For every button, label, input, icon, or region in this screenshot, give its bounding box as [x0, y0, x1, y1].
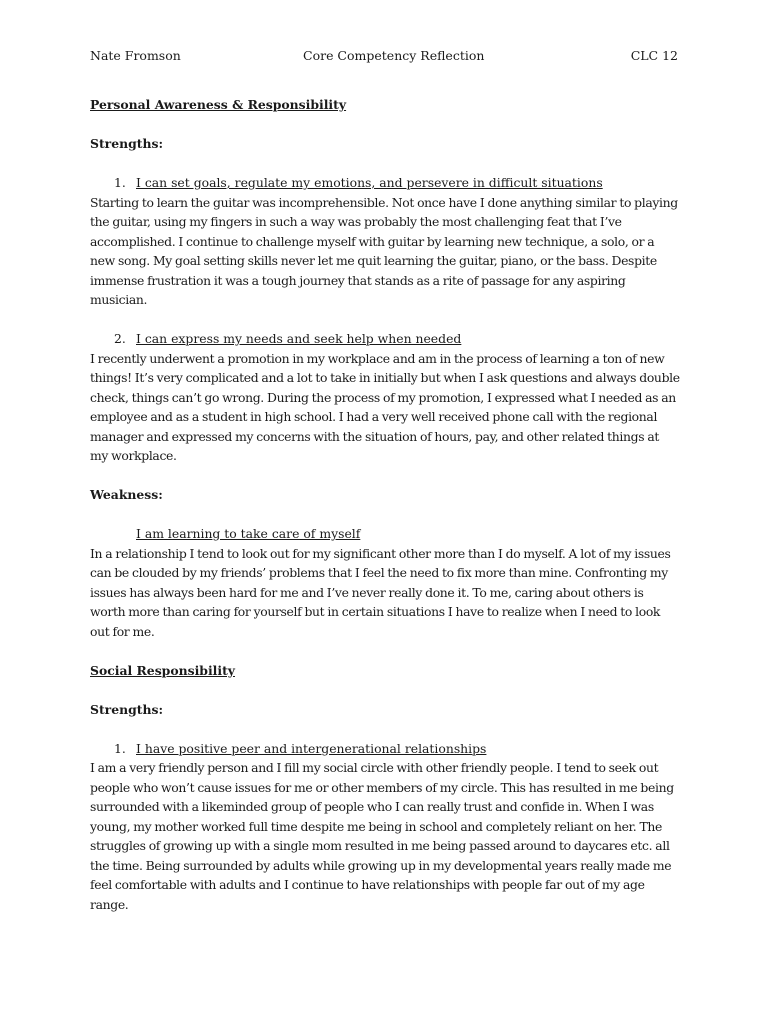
social-strength-item-1-body: I am a very friendly person and I fill my social circle with other friendly people. I tend to seek out people who won’t cause issues for me or other members of my circle. This has resulted in me being surrounded with a likeminded group of people who I can really trust and confide in. When I was young, my mother worked full time despite me being in school and completely reliant on her. The struggles of growing up with a single mom resulted in me being passed around to daycares etc. all the time. Being surrounded by adults while growing up in my developmental years really made me feel comfortable with adults and I continue to have relationships with people far out of my age range. — [90, 760, 674, 912]
weakness-item-body: In a relationship I tend to look out for my significant other more than I do myself. A lot of my issues can be clouded by my friends’ problems that I feel the need to fix more than mine. Confronting my issues has always been hard for me and I’ve never really done it. To me, caring about others is worth more than caring for yourself but in certain situations I have to realize when I need to look out for me. — [90, 545, 671, 639]
list-item-label: I have positive peer and intergenerational relationships — [136, 740, 487, 756]
list-item-label: I can express my needs and seek help when needed — [136, 331, 462, 346]
page-header — [90, 48, 678, 66]
strengths-heading: Strengths: — [90, 701, 164, 717]
section-title-personal-awareness: Personal Awareness & Responsibility — [90, 97, 347, 112]
strengths-heading: Strengths: — [90, 136, 164, 151]
list-item-label: I am learning to take care of myself — [136, 526, 361, 541]
list-number: 2. — [114, 331, 126, 346]
header-title: Core Competency Reflection — [303, 48, 485, 63]
document-body — [90, 95, 680, 914]
list-item-label: I can set goals, regulate my emotions, and persevere in difficult situations — [136, 175, 603, 190]
list-number: 1. — [114, 175, 126, 190]
strength-item-1-title — [90, 173, 680, 193]
section-title-social-responsibility: Social Responsibility — [90, 662, 235, 678]
weakness-item-title — [90, 524, 680, 544]
social-strength-item-1-title — [90, 739, 680, 759]
header-course: CLC 12 — [630, 48, 678, 63]
list-number: 1. — [114, 740, 126, 756]
weakness-heading: Weakness: — [90, 487, 163, 502]
strength-item-2-body: I recently underwent a promotion in my workplace and am in the process of learning a ton of new things! It’s very complicated and a lot to take in initially but when I ask questions and always double check, things can’t go wrong. During the process of my promotion, I expressed what I needed as an employee and as a student in high school. I had a very well received phone call with the regional manager and expressed my concerns with the situation of hours, pay, and other related things at my workplace. — [90, 350, 680, 463]
header-author: Nate Fromson — [90, 48, 181, 63]
strength-item-2-title — [90, 329, 680, 349]
strength-item-1-body: Starting to learn the guitar was incomprehensible. Not once have I done anything similar to playing the guitar, using my fingers in such a way was probably the most challenging feat that I’ve accomplished. I continue to challenge myself with guitar by learning new technique, a solo, or a new song. My goal setting skills never let me quit learning the guitar, piano, or the bass. Despite immense frustration it was a tough journey that stands as a rite of passage for any aspiring musician. — [90, 194, 678, 307]
